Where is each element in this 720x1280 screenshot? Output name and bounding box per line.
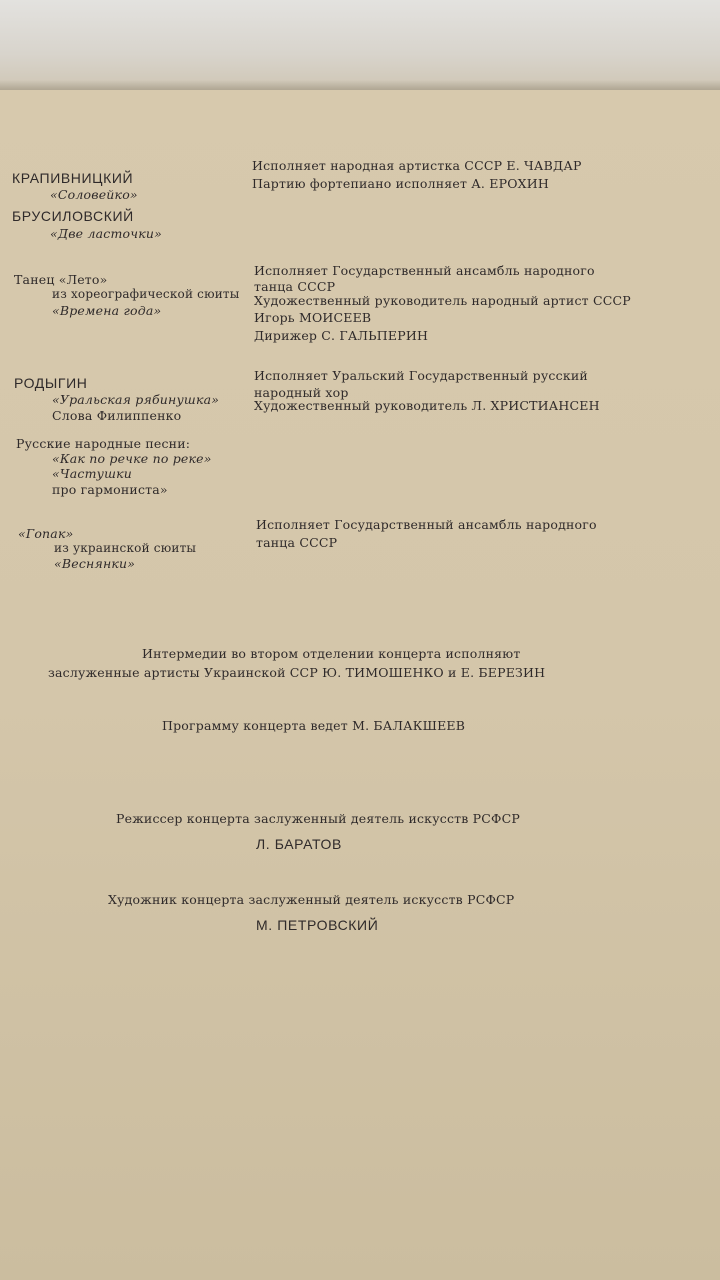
- gopak-from: из украинской сюиты: [54, 541, 197, 555]
- host-line: Программу концерта ведет М. БАЛАКШЕЕВ: [162, 718, 466, 733]
- perf-chavdar-1: Исполняет народная артистка СССР Е. ЧАВДАР: [252, 158, 582, 173]
- perf-gopak-2: танца СССР: [256, 535, 338, 550]
- artist-name: М. ПЕТРОВСКИЙ: [256, 917, 379, 933]
- dance-from: из хореографической сюиты: [52, 287, 240, 301]
- composer-rodygin: РОДЫГИН: [14, 375, 88, 391]
- work-solovejko: «Соловейко»: [50, 187, 138, 202]
- dance-suite: «Времена года»: [52, 303, 162, 318]
- work-uralskaya-ryabinushka: «Уральская рябинушка»: [52, 392, 220, 407]
- background-fabric: [0, 0, 720, 90]
- perf-moiseev-5: Дирижер С. ГАЛЬПЕРИН: [254, 328, 429, 343]
- artist-title: Художник концерта заслуженный деятель искусств РСФСР: [108, 892, 515, 907]
- perf-moiseev-1: Исполняет Государственный ансамбль народного: [254, 263, 595, 278]
- perf-moiseev-4: Игорь МОИСЕЕВ: [254, 310, 372, 325]
- perf-ural-3: Художественный руководитель Л. ХРИСТИАНСЕН: [254, 398, 600, 413]
- perf-moiseev-3: Художественный руководитель народный артист СССР: [254, 293, 631, 308]
- folk-song-2b: про гармониста»: [52, 482, 168, 497]
- folk-songs-title: Русские народные песни:: [16, 436, 191, 451]
- intermedia-line-2: заслуженные артисты Украинской ССР Ю. ТИМОШЕНКО и Е. БЕРЕЗИН: [48, 665, 546, 680]
- perf-ural-1: Исполняет Уральский Государственный русский: [254, 368, 588, 383]
- folk-song-2a: «Частушки: [52, 466, 133, 481]
- composer-brusilovsky: БРУСИЛОВСКИЙ: [12, 208, 134, 224]
- intermedia-line-1: Интермедии во втором отделении концерта исполняют: [142, 646, 521, 661]
- director-title: Режиссер концерта заслуженный деятель искусств РСФСР: [116, 811, 521, 826]
- perf-gopak-1: Исполняет Государственный ансамбль народного: [256, 517, 597, 532]
- composer-krapivnitsky: КРАПИВНИЦКИЙ: [12, 170, 134, 186]
- work-words: Слова Филиппенко: [52, 408, 182, 423]
- perf-chavdar-2: Партию фортепиано исполняет А. ЕРОХИН: [252, 176, 549, 191]
- perf-ural-2: народный хор: [254, 385, 349, 400]
- perf-moiseev-2: танца СССР: [254, 279, 336, 294]
- dance-title: Танец «Лето»: [14, 272, 108, 287]
- gopak-title: «Гопак»: [18, 526, 74, 541]
- gopak-suite: «Веснянки»: [54, 556, 136, 571]
- folk-song-1: «Как по речке по реке»: [52, 451, 212, 466]
- work-dve-lastochki: «Две ласточки»: [50, 226, 162, 241]
- director-name: Л. БАРАТОВ: [256, 836, 342, 852]
